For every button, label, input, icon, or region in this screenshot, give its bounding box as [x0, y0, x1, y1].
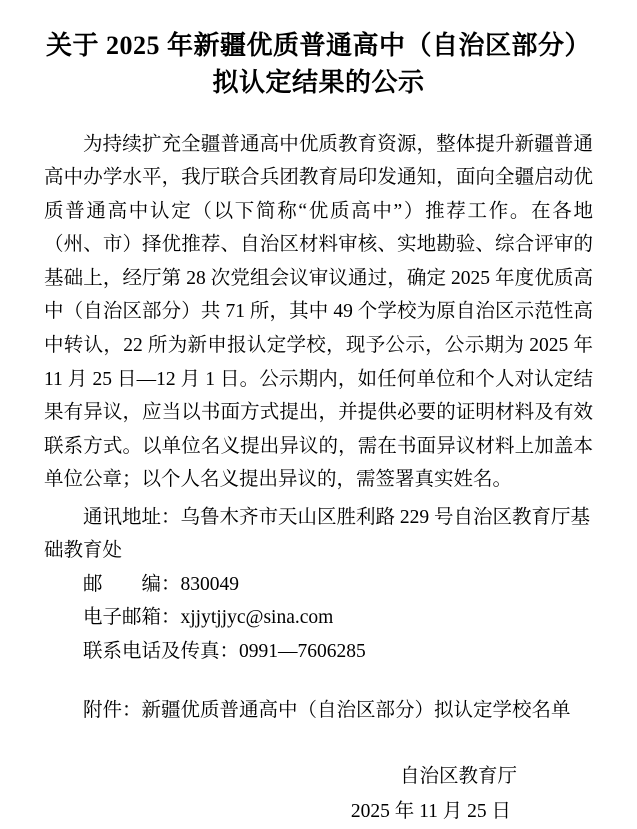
title-line-2: 拟认定结果的公示 — [212, 67, 425, 97]
signature-date: 2025 年 11 月 25 日 — [350, 800, 511, 822]
title-line-1: 关于 2025 年新疆优质普通高中（自治区部分） — [45, 31, 591, 60]
contact-postcode-line: 邮 编：830049 — [83, 573, 240, 595]
contact-address-label: 通讯地址： — [83, 506, 181, 528]
signature-organization: 自治区教育厅 — [399, 765, 517, 787]
attachment-block — [44, 694, 593, 728]
attachment-line: 附件：新疆优质普通高中（自治区部分）拟认定学校名单 — [83, 700, 571, 722]
contact-email-line: 电子邮箱：xjjytjjyc@sina.com — [83, 607, 334, 629]
body-paragraph-1: 为持续扩充全疆普通高中优质教育资源，整体提升新疆普通高中办学水平，我厅联合兵团教育局印发通知，面向全疆启动优质普通高中认定（以下简称“优质高中”）推荐工作。在各地（州、市）择优推荐、自治区材料审核、实地勘验、综合评审的基础上，经厅第 28 次党组会议审议通过，确定 2025 年度优质高中（自治区部分）共 71 所，其中 49 个学校为原自治区示范性高中转认，22 所为新申报认定学校，现予公示，公示期为 2025 年 11 月 25 日—12 月 1 日。公示期内，如任何单位和个人对认定结果有异议，应当以书面方式提出，并提供必要的证明材料及有效联系方式。以单位名义提出异议的，需在书面异议材料上加盖本单位公章；以个人名义提出异议的，需签署真实姓名。 — [44, 133, 593, 491]
document-body — [44, 128, 593, 497]
contact-address-value: 乌鲁木齐市天山区胜利路 229 号自治区教育厅基础教育处 — [44, 506, 591, 562]
contact-block — [44, 501, 593, 669]
signature-block — [44, 760, 593, 829]
page-title — [44, 28, 593, 102]
contact-phone-line: 联系电话及传真：0991—7606285 — [83, 640, 366, 662]
contact-address-line — [44, 501, 593, 568]
